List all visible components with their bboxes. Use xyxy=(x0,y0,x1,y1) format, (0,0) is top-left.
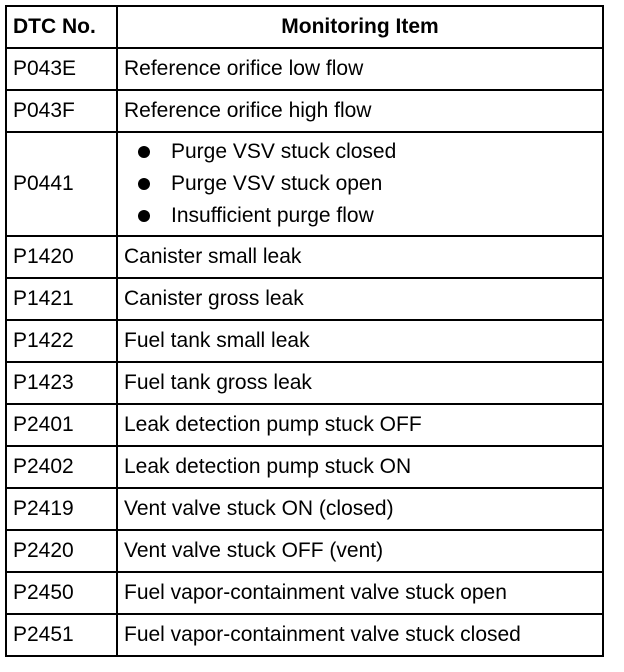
table-row xyxy=(6,530,603,572)
dtc-code: P0441 xyxy=(6,132,117,236)
dtc-code: P2450 xyxy=(6,572,117,614)
bullet-text: Purge VSV stuck closed xyxy=(171,140,397,163)
bullet-icon xyxy=(138,210,150,222)
bullet-list xyxy=(124,136,602,232)
list-item xyxy=(138,136,602,168)
dtc-code: P043E xyxy=(6,48,117,90)
bullet-icon xyxy=(138,178,150,190)
dtc-code: P043F xyxy=(6,90,117,132)
table-row xyxy=(6,404,603,446)
bullet-icon xyxy=(138,146,150,158)
monitoring-item: Reference orifice high flow xyxy=(117,90,603,132)
monitoring-item-list xyxy=(117,132,603,236)
monitoring-item: Fuel tank small leak xyxy=(117,320,603,362)
header-monitoring-item: Monitoring Item xyxy=(117,6,603,48)
dtc-code: P1420 xyxy=(6,236,117,278)
bullet-text: Purge VSV stuck open xyxy=(171,172,383,195)
table-row xyxy=(6,572,603,614)
table-row xyxy=(6,132,603,236)
table-row xyxy=(6,362,603,404)
dtc-code: P2420 xyxy=(6,530,117,572)
monitoring-item: Fuel tank gross leak xyxy=(117,362,603,404)
monitoring-item: Leak detection pump stuck OFF xyxy=(117,404,603,446)
monitoring-item: Canister small leak xyxy=(117,236,603,278)
header-dtc-no: DTC No. xyxy=(6,6,117,48)
monitoring-item: Fuel vapor-containment valve stuck open xyxy=(117,572,603,614)
table-header-row xyxy=(6,6,603,48)
dtc-code: P1421 xyxy=(6,278,117,320)
dtc-code: P1422 xyxy=(6,320,117,362)
monitoring-item: Reference orifice low flow xyxy=(117,48,603,90)
table-row xyxy=(6,488,603,530)
dtc-code: P2419 xyxy=(6,488,117,530)
table-row xyxy=(6,320,603,362)
table-row xyxy=(6,236,603,278)
monitoring-item: Vent valve stuck ON (closed) xyxy=(117,488,603,530)
monitoring-item: Vent valve stuck OFF (vent) xyxy=(117,530,603,572)
bullet-text: Insufficient purge flow xyxy=(171,204,374,227)
list-item xyxy=(138,200,602,232)
monitoring-item: Canister gross leak xyxy=(117,278,603,320)
table-row xyxy=(6,446,603,488)
dtc-table xyxy=(5,5,604,657)
table-row xyxy=(6,614,603,656)
monitoring-item: Leak detection pump stuck ON xyxy=(117,446,603,488)
dtc-code: P2401 xyxy=(6,404,117,446)
monitoring-item: Fuel vapor-containment valve stuck closed xyxy=(117,614,603,656)
dtc-code: P2402 xyxy=(6,446,117,488)
table-row xyxy=(6,278,603,320)
table-row xyxy=(6,48,603,90)
list-item xyxy=(138,168,602,200)
dtc-code: P1423 xyxy=(6,362,117,404)
dtc-code: P2451 xyxy=(6,614,117,656)
table-row xyxy=(6,90,603,132)
